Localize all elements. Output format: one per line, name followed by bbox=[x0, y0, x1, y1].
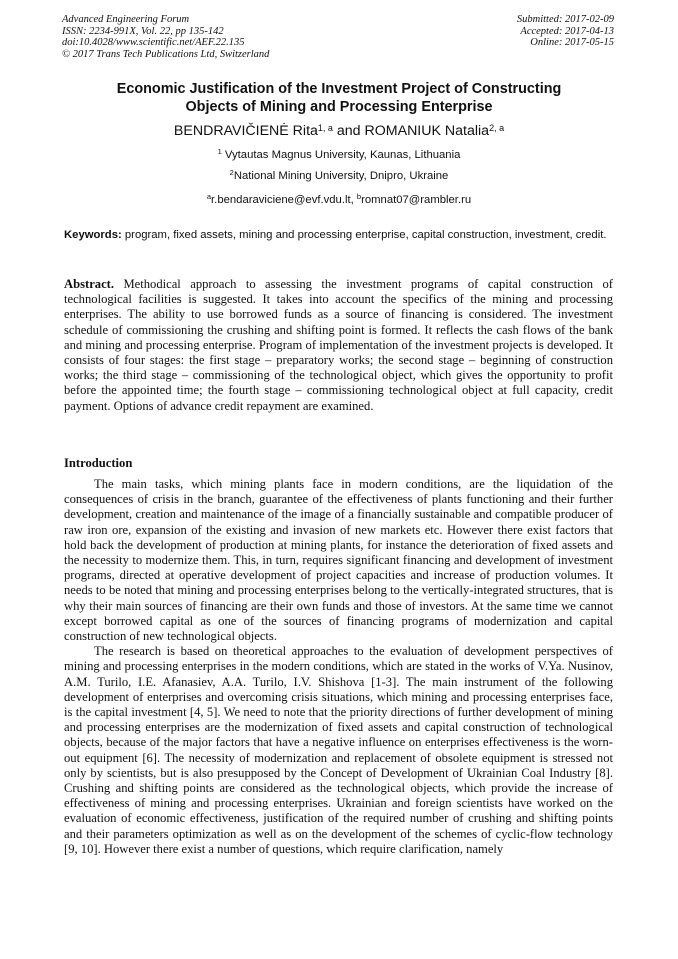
title-line-1: Economic Justification of the Investment Project of Constructing bbox=[116, 81, 562, 97]
authors-line bbox=[60, 122, 618, 140]
email-1-sup: a bbox=[206, 192, 212, 201]
title-line-2: Objects of Mining and Processing Enterprise bbox=[185, 98, 493, 115]
affiliation-2-sup: 2 bbox=[229, 168, 234, 177]
journal-copyright: © 2017 Trans Tech Publications Ltd, Switzerland bbox=[62, 48, 270, 60]
keywords bbox=[64, 228, 613, 242]
paper-title bbox=[60, 81, 618, 116]
journal-doi[interactable]: doi:10.4028/www.scientific.net/AEF.22.135 bbox=[62, 37, 245, 49]
abstract bbox=[64, 277, 613, 414]
abstract-text: Methodical approach to assessing the investment programs of capital construction of technological facilities is suggested. It takes into account the specifics of the mining and processing enterprises. The ability to use borrowed funds as a source of financing is considered. The investment schedule of commissioning the crushing and shifting point is formed. It reflects the cash flows of the bank and mining and processing enterprise. Program of implementation of the investment projects is developed. It consists of four stages: the first stage – preparatory works; the second stage – beginning of construction works; the third stage – commissioning of the technological object, which gives the opportunity to profit before the appointed time; the fourth stage – commissioning technological object at full capacity, credit payment. Options of advance credit repayment are examined. bbox=[64, 277, 613, 413]
affiliation-2-text: National Mining University, Dnipro, Ukraine bbox=[233, 170, 449, 182]
intro-paragraph-1: The main tasks, which mining plants face in modern conditions, are the liquidation of the consequences of crisis in the branch, guarantee of the effectiveness of plants functioning and their further development, creation and maintenance of the image of a financially sustainable and compatible producer of raw iron ore, expansion of the existing and invasion of new markets etc. However there exist factors that hold back the development of production at mining plants, for instance the deterioration of fixed assets and the necessity to modernize them. This, in turn, requires significant financing and development of investment programs, directed at operative development of project capacities and increase of production volumes. It needs to be noted that mining and processing enterprises belong to the vertically-integrated structures, that is why their main sources of financing are their own funds and those of investors. At the same time we cannot except borrowed capital as one of the sources of financing programs of modernization and capital construction of new technological objects. bbox=[64, 477, 613, 644]
affiliation-1-sup: 1 bbox=[217, 147, 222, 156]
submission-dates bbox=[517, 14, 614, 49]
keywords-text: program, fixed assets, mining and processing enterprise, capital construction, investment, credit. bbox=[121, 229, 607, 241]
author-2: ROMANIUK Natalia bbox=[364, 123, 490, 139]
affiliation-1-text: Vytautas Magnus University, Kaunas, Lithuania bbox=[221, 149, 461, 161]
journal-name: Advanced Engineering Forum bbox=[62, 14, 190, 25]
email-2-sup: b bbox=[356, 192, 362, 201]
keywords-label: Keywords: bbox=[64, 229, 122, 241]
submitted-date: Submitted: 2017-02-09 bbox=[516, 14, 614, 25]
online-date: Online: 2017-05-15 bbox=[530, 37, 614, 49]
affiliation-1 bbox=[60, 148, 618, 162]
introduction-heading: Introduction bbox=[64, 456, 133, 470]
author-conjunction: and bbox=[332, 123, 365, 139]
journal-info bbox=[62, 14, 269, 60]
author-emails bbox=[60, 193, 618, 207]
introduction-body bbox=[64, 477, 613, 857]
abstract-label: Abstract. bbox=[64, 277, 115, 291]
journal-issn: ISSN: 2234-991X, Vol. 22, pp 135-142 bbox=[62, 25, 224, 37]
intro-paragraph-2: The research is based on theoretical approaches to the evaluation of development perspectives of mining and processing enterprises in the modern conditions, which are stated in the works of V.Ya. Nusinov, A.M. Turilo, I.E. Afanasiev, A.A. Turilo, I.V. Shishova [1-3]. The main instrument of the following development of enterprises and overcoming crisis situations, which mining and processing enterprises face, is the capital investment [4, 5]. We need to note that the priority directions of further development of mining and processing enterprises are the modernization of fixed assets and capital construction of technological objects, because of the major factors that have a negative influence on enterprises effectiveness is the worn-out equipment [6]. The necessity of modernization and replacement of obsolete equipment is stressed not only by scientists, but is also presupposed by the Concept of Development of Ukrainian Coal Industry [8]. Crushing and shifting points are considered as the technological objects, which provide the increase of effectiveness of mining and processing enterprises. Ukrainian and foreign scientists have worked on the evaluation of economic effectiveness, justification of the required number of crushing and shifting points and their parameters optimization as well as on the development of the schemes of cyclic-flow technology [9, 10]. However there exist a number of questions, which require clarification, namely bbox=[64, 644, 613, 856]
affiliation-2 bbox=[60, 169, 618, 183]
author-1-sup: 1, a bbox=[317, 123, 333, 133]
author-1: BENDRAVIČIENĖ Rita bbox=[173, 123, 318, 139]
accepted-date: Accepted: 2017-04-13 bbox=[520, 25, 614, 37]
author-2-sup: 2, a bbox=[489, 123, 505, 133]
email-2[interactable]: romnat07@rambler.ru bbox=[361, 194, 472, 206]
email-1[interactable]: r.bendaraviciene@evf.vdu.lt, bbox=[211, 194, 357, 206]
